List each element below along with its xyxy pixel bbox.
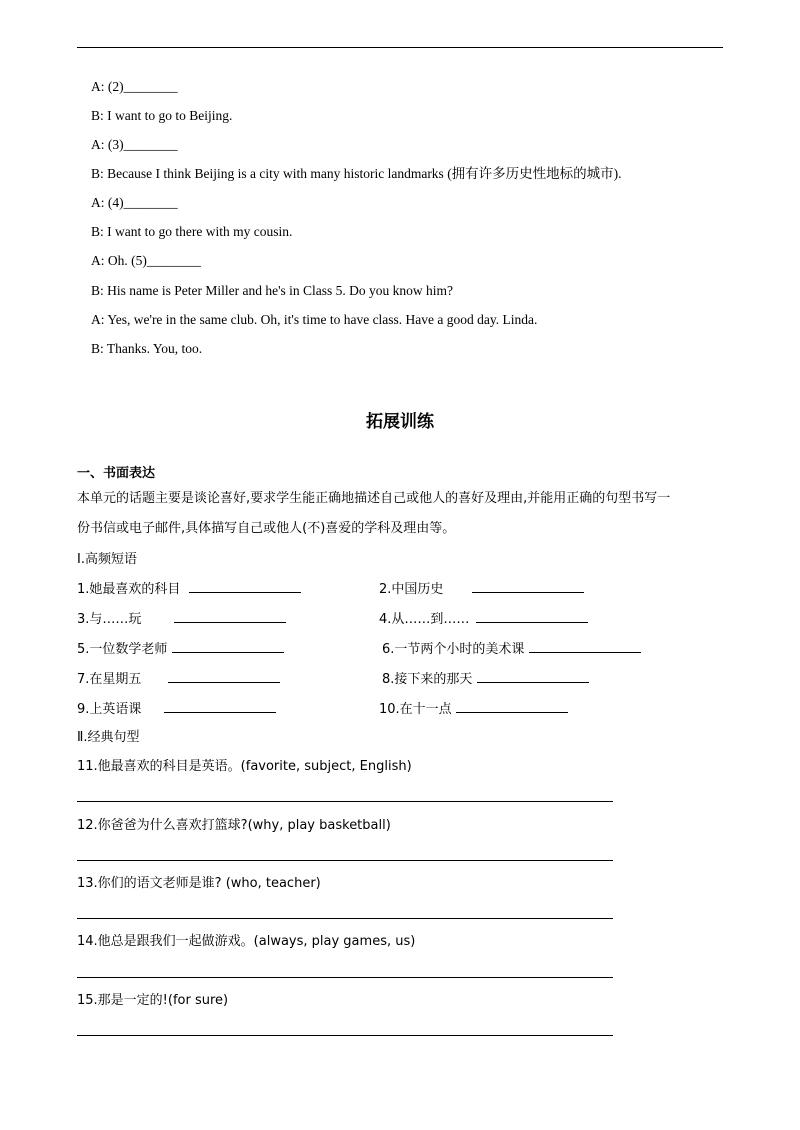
dialogue-line: A: Oh. (5)________	[91, 253, 201, 268]
phrase-label: 7.在星期五	[77, 672, 142, 687]
answer-line[interactable]	[77, 918, 613, 919]
phrase-item	[77, 700, 276, 719]
dialogue-line: A: (2)________	[91, 79, 178, 94]
section-heading: 一、书面表达	[77, 466, 156, 481]
phrase-item	[382, 640, 641, 659]
dialogue-line: B: Thanks. You, too.	[91, 341, 203, 356]
dialogue-line: A: (4)________	[91, 195, 178, 210]
dialogue-line: B: Because I think Beijing is a city with many historic landmarks (拥有许多历史性地标的城市).	[91, 166, 622, 181]
phrase-label: 2.中国历史	[379, 582, 444, 597]
answer-blank[interactable]	[164, 700, 276, 713]
phrase-item	[382, 670, 589, 689]
phrase-label: 4.从……到……	[379, 612, 470, 627]
answer-blank[interactable]	[472, 580, 584, 593]
answer-blank[interactable]	[174, 610, 286, 623]
dialogue-line: A: Yes, we're in the same club. Oh, it's time to have class. Have a good day. Linda.	[91, 312, 538, 327]
answer-blank[interactable]	[168, 670, 280, 683]
sentence-prompt: 15.那是一定的!(for sure)	[77, 993, 229, 1008]
dialogue-line: B: I want to go to Beijing.	[91, 108, 233, 123]
dialogue-line: B: His name is Peter Miller and he's in Class 5. Do you know him?	[91, 283, 454, 298]
phrase-item	[379, 700, 568, 719]
sentence-prompt: 11.他最喜欢的科目是英语。(favorite, subject, English)	[77, 759, 412, 774]
answer-line[interactable]	[77, 801, 613, 802]
phrase-label: 9.上英语课	[77, 702, 142, 717]
phrase-label: 3.与……玩	[77, 612, 142, 627]
header-rule	[77, 47, 723, 48]
answer-blank[interactable]	[172, 640, 284, 653]
answer-line[interactable]	[77, 1035, 613, 1036]
phrase-item	[77, 610, 286, 629]
sentence-prompt: 14.他总是跟我们一起做游戏。(always, play games, us)	[77, 934, 416, 949]
phrase-label: 5.一位数学老师	[77, 642, 168, 657]
intro-text: 份书信或电子邮件,具体描写自己或他人(不)喜爱的学科及理由等。	[77, 521, 456, 536]
answer-blank[interactable]	[477, 670, 589, 683]
phrase-label: 10.在十一点	[379, 702, 452, 717]
answer-blank[interactable]	[189, 580, 301, 593]
part-heading: Ⅰ.高频短语	[77, 552, 137, 567]
phrase-item	[379, 580, 584, 599]
dialogue-line: B: I want to go there with my cousin.	[91, 224, 293, 239]
answer-line[interactable]	[77, 977, 613, 978]
sentence-prompt: 12.你爸爸为什么喜欢打篮球?(why, play basketball)	[77, 818, 391, 833]
phrase-label: 6.一节两个小时的美术课	[382, 642, 525, 657]
phrase-label: 8.接下来的那天	[382, 672, 473, 687]
answer-blank[interactable]	[476, 610, 588, 623]
phrase-item	[77, 580, 301, 599]
sentence-prompt: 13.你们的语文老师是谁? (who, teacher)	[77, 876, 321, 891]
answer-blank[interactable]	[456, 700, 568, 713]
answer-line[interactable]	[77, 860, 613, 861]
phrase-label: 1.她最喜欢的科目	[77, 582, 181, 597]
intro-text: 本单元的话题主要是谈论喜好,要求学生能正确地描述自己或他人的喜好及理由,并能用正确的句型书写一	[77, 491, 671, 506]
phrase-item	[77, 640, 284, 659]
part-heading: Ⅱ.经典句型	[77, 730, 140, 745]
phrase-item	[379, 610, 588, 629]
answer-blank[interactable]	[529, 640, 641, 653]
section-title: 拓展训练	[366, 412, 434, 432]
dialogue-line: A: (3)________	[91, 137, 178, 152]
phrase-item	[77, 670, 280, 689]
